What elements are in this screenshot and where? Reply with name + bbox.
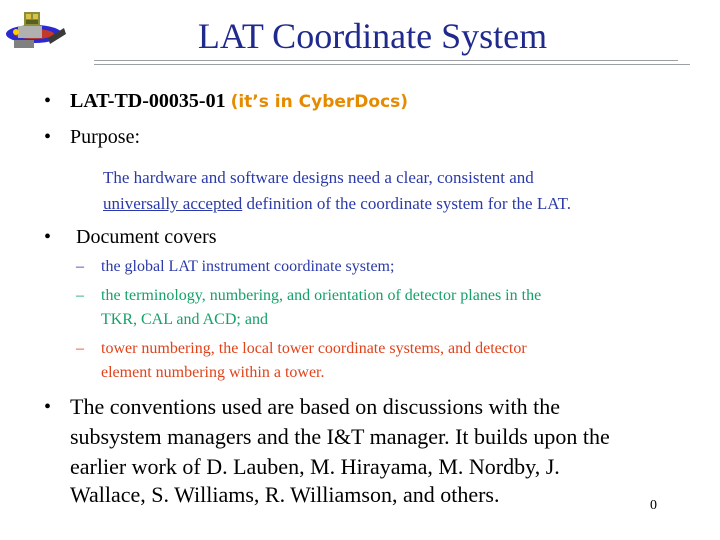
purpose-underlined-text: universally accepted bbox=[103, 194, 243, 213]
covers-item-2-line-1: the terminology, numbering, and orientation of detector planes in the bbox=[101, 287, 542, 304]
slide-title: LAT Coordinate System bbox=[197, 16, 548, 56]
purpose-label: Purpose: bbox=[70, 126, 140, 148]
title-divider-bottom bbox=[94, 64, 690, 65]
conventions-line-4: Wallace, S. Williams, R. Williamson, and others. bbox=[70, 482, 500, 507]
conventions-line-2: subsystem managers and the I&T manager. It builds upon the bbox=[70, 424, 610, 449]
covers-item-3-line-2: element numbering within a tower. bbox=[101, 364, 325, 381]
conventions-line-3: earlier work of D. Lauben, M. Hirayama, M. Nordby, J. bbox=[70, 454, 560, 479]
conventions-line-1: The conventions used are based on discussions with the bbox=[70, 394, 561, 419]
bullet-icon: • bbox=[44, 126, 52, 148]
covers-label: Document covers bbox=[76, 226, 217, 248]
doc-id: LAT-TD-00035-01 bbox=[70, 90, 226, 112]
doc-id-line bbox=[70, 90, 408, 113]
dash-icon: – bbox=[76, 340, 84, 357]
dash-icon: – bbox=[76, 258, 84, 275]
bullet-icon: • bbox=[44, 90, 52, 112]
cyberdocs-note: (it’s in CyberDocs) bbox=[230, 92, 409, 112]
covers-item-2-line-2: TKR, CAL and ACD; and bbox=[101, 311, 268, 328]
bullet-icon: • bbox=[44, 396, 52, 418]
title-divider-top bbox=[94, 60, 678, 61]
purpose-text-line-2 bbox=[103, 194, 571, 214]
covers-item-3-line-1: tower numbering, the local tower coordinate systems, and detector bbox=[101, 340, 527, 357]
purpose-text-rest: definition of the coordinate system for the LAT. bbox=[242, 194, 571, 213]
bullet-icon: • bbox=[44, 226, 52, 248]
dash-icon: – bbox=[76, 287, 84, 304]
purpose-text-line-1: The hardware and software designs need a clear, consistent and bbox=[103, 168, 534, 187]
page-number: 0 bbox=[650, 498, 657, 513]
covers-item-1: the global LAT instrument coordinate system; bbox=[101, 258, 395, 275]
